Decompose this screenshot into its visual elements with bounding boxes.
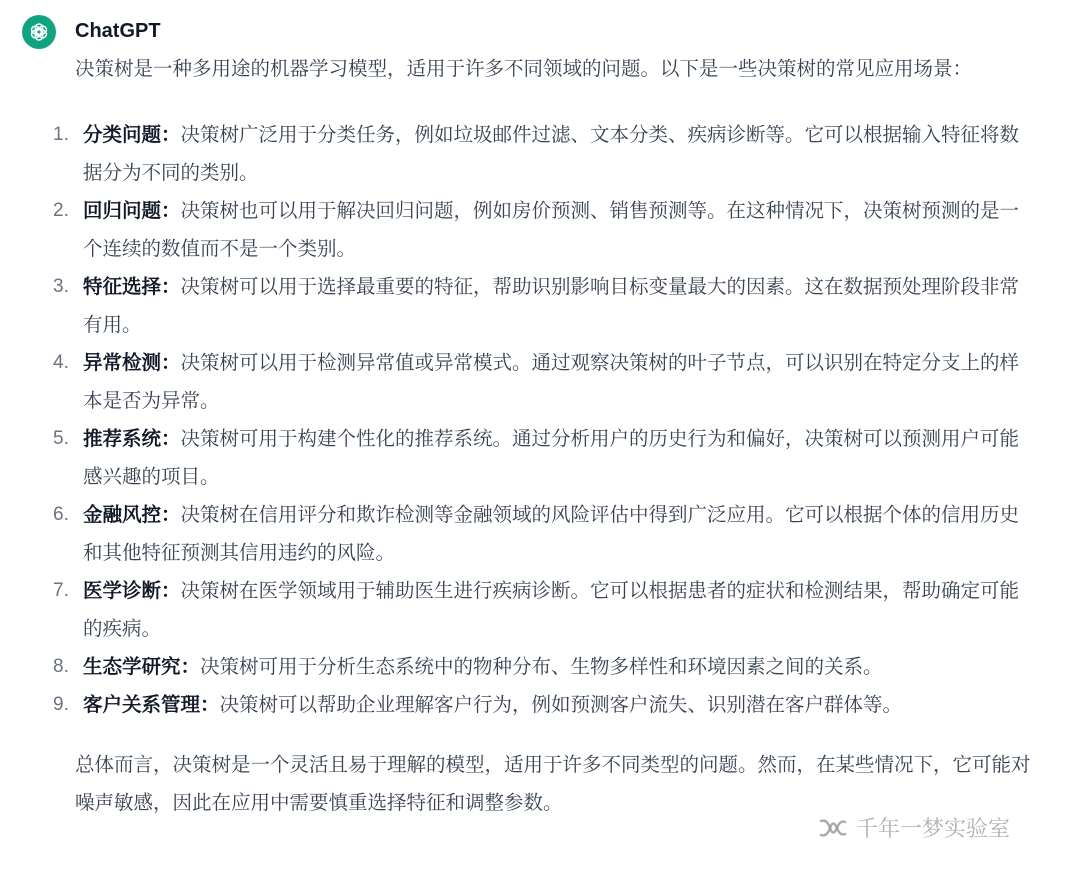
list-item-term: 医学诊断： [83,579,181,602]
list-number: 3. [53,276,69,297]
sender-name: ChatGPT [75,20,161,42]
list-item-text: 决策树可用于构建个性化的推荐系统。通过分析用户的历史行为和偏好，决策树可以预测用户可能感兴趣的项目。 [83,427,1020,488]
application-list [53,116,1035,724]
list-number: 7. [53,580,69,601]
list-number: 1. [53,124,69,145]
openai-logo-icon [28,21,50,43]
list-item [53,268,1035,344]
list-item [53,116,1035,192]
list-item-text: 决策树在信用评分和欺诈检测等金融领域的风险评估中得到广泛应用。它可以根据个体的信用历史和其他特征预测其信用违约的风险。 [83,503,1020,564]
list-item-term: 推荐系统： [83,427,181,450]
list-number: 2. [53,200,69,221]
watermark [818,812,1010,843]
message-body [53,50,1035,822]
list-item-text: 决策树可以用于检测异常值或异常模式。通过观察决策树的叶子节点，可以识别在特定分支上的样本是否为异常。 [83,351,1020,412]
list-number: 9. [53,694,69,715]
list-item-term: 异常检测： [83,351,181,374]
list-number: 4. [53,352,69,373]
list-item [53,648,1035,686]
list-item-term: 分类问题： [83,123,181,146]
list-item-text: 决策树广泛用于分类任务，例如垃圾邮件过滤、文本分类、疾病诊断等。它可以根据输入特征将数据分为不同的类别。 [83,123,1020,184]
list-item-term: 回归问题： [83,199,181,222]
list-item-text: 决策树也可以用于解决回归问题，例如房价预测、销售预测等。在这种情况下，决策树预测的是一个连续的数值而不是一个类别。 [83,199,1020,260]
watermark-text: 千年一梦实验室 [856,817,1011,842]
list-number: 6. [53,504,69,525]
conclusion-paragraph: 总体而言，决策树是一个灵活且易于理解的模型，适用于许多不同类型的问题。然而，在某些情况下，它可能对噪声敏感，因此在应用中需要慎重选择特征和调整参数。 [75,753,1031,814]
wechat-channel-icon [818,815,848,841]
list-number: 8. [53,656,69,677]
list-item-text: 决策树可用于分析生态系统中的物种分布、生物多样性和环境因素之间的关系。 [200,655,883,678]
list-item-term: 客户关系管理： [83,693,220,716]
list-item [53,344,1035,420]
avatar [22,15,56,49]
list-item-text: 决策树可以帮助企业理解客户行为，例如预测客户流失、识别潜在客户群体等。 [219,693,903,716]
list-item [53,420,1035,496]
list-item-text: 决策树可以用于选择最重要的特征，帮助识别影响目标变量最大的因素。这在数据预处理阶段非常有用。 [83,275,1020,336]
intro-paragraph: 决策树是一种多用途的机器学习模型，适用于许多不同领域的问题。以下是一些决策树的常见应用场景： [75,57,973,80]
list-item-text: 决策树在医学领域用于辅助医生进行疾病诊断。它可以根据患者的症状和检测结果，帮助确定可能的疾病。 [83,579,1020,640]
list-item [53,192,1035,268]
list-item-term: 生态学研究： [83,655,201,678]
list-number: 5. [53,428,69,449]
list-item [53,572,1035,648]
list-item [53,686,1035,724]
list-item-term: 金融风控： [83,503,181,526]
list-item-term: 特征选择： [83,275,181,298]
list-item [53,496,1035,572]
